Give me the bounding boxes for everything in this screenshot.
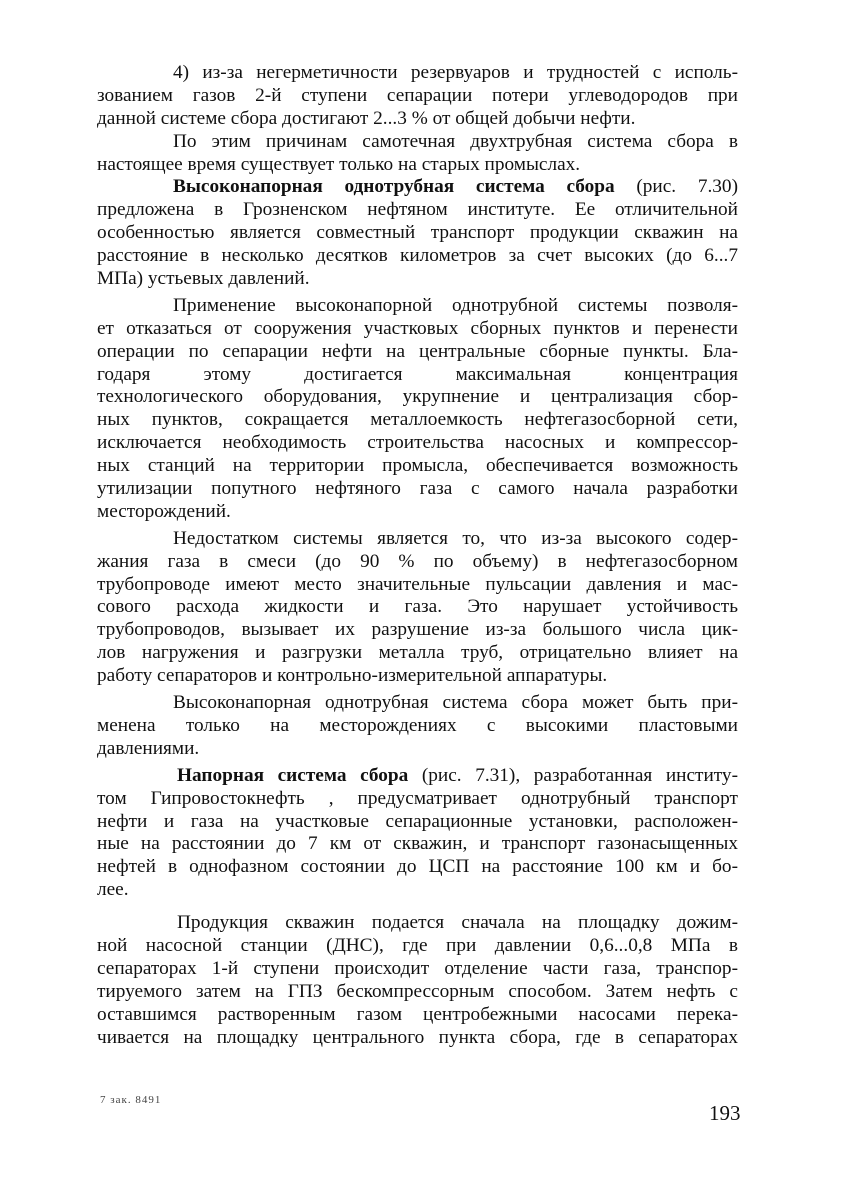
text-line: исключается необходимость строительства насосных и компрессор- xyxy=(97,432,738,454)
text-line: оставшимся растворенным газом центробежными насосами перека- xyxy=(97,1003,738,1025)
text-line: работу сепараторов и контрольно-измерительной аппаратуры. xyxy=(97,665,608,687)
signature-footnote: 7 зак. 8491 xyxy=(100,1094,162,1106)
text-line: Продукция скважин подается сначала на площадку дожим- xyxy=(177,912,738,934)
text-line: месторождений. xyxy=(97,500,231,522)
text-line: Применение высоконапорной однотрубной системы позволя- xyxy=(173,294,738,316)
paragraph-5 xyxy=(97,528,738,688)
text-line: 4) из-за негерметичности резервуаров и трудностей с исполь- xyxy=(173,62,738,83)
text-line: ных станций на территории промысла, обеспечивается возможность xyxy=(97,455,738,477)
paragraph-2 xyxy=(97,131,738,177)
text-line: утилизации попутного нефтяного газа с самого начала разработки xyxy=(97,478,738,500)
text-line: ных пунктов, сокращается металлоемкость нефтегазосборной сети, xyxy=(97,409,738,431)
text-line: операции по сепарации нефти на центральные сборные пункты. Бла- xyxy=(97,340,738,362)
text-line: предложена в Грозненском нефтяном институте. Ее отличительной xyxy=(97,199,738,221)
text-line: расстояние в несколько десятков километров за счет высоких (до 6...7 xyxy=(97,245,738,267)
paragraph-6 xyxy=(97,692,738,761)
text-line: ет отказаться от сооружения участковых сборных пунктов и перенести xyxy=(97,317,738,339)
text-line: ные на расстоянии до 7 км от скважин, и транспорт газонасыщенных xyxy=(97,833,738,855)
text-line: чивается на площадку центрального пункта сбора, где в сепараторах xyxy=(97,1026,738,1048)
page-number: 193 xyxy=(709,1101,741,1125)
bold-heading: Напорная система сбора xyxy=(177,764,409,786)
text-line: Недостатком системы является то, что из-за высокого содер- xyxy=(173,527,738,549)
text-line xyxy=(97,765,738,788)
text-line: том Гипровостокнефть , предусматривает однотрубный транспорт xyxy=(97,787,738,809)
text-line: жания газа в смеси (до 90 % по объему) в нефтегазосборном xyxy=(97,550,738,572)
paragraph-3 xyxy=(97,176,738,290)
text-line: По этим причинам самотечная двухтрубная система сбора в xyxy=(173,130,738,152)
page-body xyxy=(97,62,738,1049)
text-line: нефтей в однофазном состоянии до ЦСП на расстояние 100 км и бо- xyxy=(97,856,738,878)
text-line: менена только на месторождениях с высокими пластовыми xyxy=(97,714,738,736)
paragraph-8 xyxy=(97,912,738,1049)
text-line: годаря этому достигается максимальная концентрация xyxy=(97,363,738,385)
text-run: (рис. 7.30) xyxy=(614,176,738,198)
text-line: технологического оборудования, укрупнение и централизация сбор- xyxy=(97,386,738,408)
text-line: Высоконапорная однотрубная система сбора может быть при- xyxy=(173,692,738,714)
text-line: сового расхода жидкости и газа. Это нарушает устойчивость xyxy=(97,596,738,618)
paragraph-4 xyxy=(97,295,738,524)
text-line: ной насосной станции (ДНС), где при давлении 0,6...0,8 МПа в xyxy=(97,934,738,956)
text-line: тируемого затем на ГПЗ бескомпрессорным способом. Затем нефть с xyxy=(97,980,738,1002)
text-run: (рис. 7.31), разработанная институ- xyxy=(408,764,738,786)
text-line xyxy=(97,176,738,199)
text-line: нефти и газа на участковые сепарационные установки, расположен- xyxy=(97,810,738,832)
text-line: особенностью является совместный транспорт продукции скважин на xyxy=(97,222,738,244)
paragraph-7 xyxy=(97,765,738,902)
paragraph-1 xyxy=(97,62,738,131)
text-line: МПа) устьевых давлений. xyxy=(97,268,310,290)
text-line: трубопроводов, вызывает их разрушение из-за большого числа цик- xyxy=(97,619,738,641)
text-line: лов нагружения и разгрузки металла труб, отрицательно влияет на xyxy=(97,642,738,664)
text-line: трубопроводе имеют место значительные пульсации давления и мас- xyxy=(97,573,738,595)
text-line: сепараторах 1-й ступени происходит отделение части газа, транспор- xyxy=(97,957,738,979)
text-line: настоящее время существует только на старых промыслах. xyxy=(97,153,581,175)
text-line: лее. xyxy=(97,879,129,901)
bold-heading: Высоконапорная однотрубная система сбора xyxy=(173,176,615,198)
text-line: зованием газов 2-й ступени сепарации потери углеводородов при xyxy=(97,84,738,106)
text-line: данной системе сбора достигают 2...3 % от общей добычи нефти. xyxy=(97,107,636,129)
text-line: давлениями. xyxy=(97,737,200,759)
